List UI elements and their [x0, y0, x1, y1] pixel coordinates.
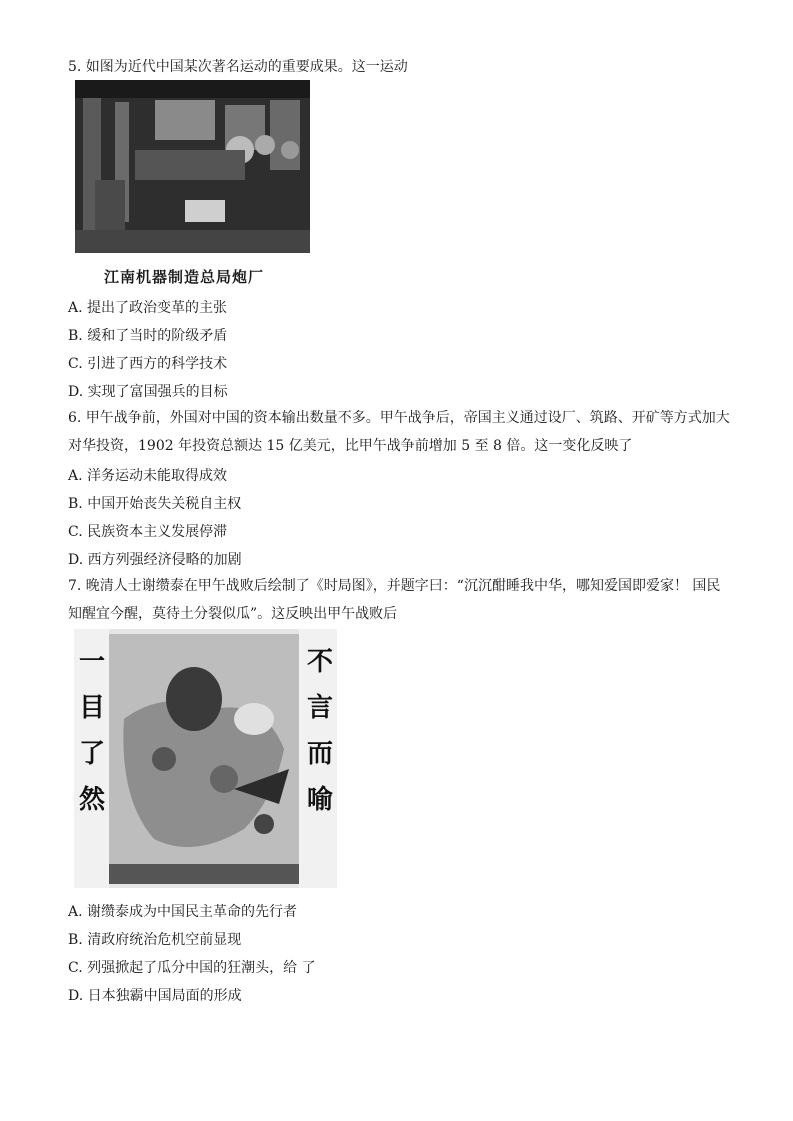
cartoon-right-caption: 不 言 而 喻 — [306, 647, 333, 815]
q5-option-c[interactable]: C. 引进了西方的科学技术 — [68, 356, 228, 372]
q7-option-c[interactable]: C. 列强掀起了瓜分中国的狂潮头，给 了 — [68, 960, 316, 976]
q5-stem: 5. 如图为近代中国某次著名运动的重要成果。这一运动 — [68, 59, 408, 75]
q6-option-d[interactable]: D. 西方列强经济侵略的加剧 — [68, 552, 242, 568]
cartoon-map-image — [74, 629, 337, 888]
shiju-tu-cartoon — [74, 629, 337, 888]
cartoon-left-caption: 一 目 了 然 — [78, 647, 105, 815]
q5-option-a[interactable]: A. 提出了政治变革的主张 — [68, 300, 228, 316]
q5-option-b[interactable]: B. 缓和了当时的阶级矛盾 — [68, 328, 228, 344]
q6-option-b[interactable]: B. 中国开始丧失关税自主权 — [68, 496, 242, 512]
factory-photo — [75, 80, 310, 253]
q7-option-d[interactable]: D. 日本独霸中国局面的形成 — [68, 988, 242, 1004]
q6-option-c[interactable]: C. 民族资本主义发展停滞 — [68, 524, 228, 540]
q7-stem: 7. 晚清人士谢缵泰在甲午战败后绘制了《时局图》，并题字曰：“沉沉酣睡我中华，哪知爱国即爱家！ 国民知醒宜今醒，莫待土分裂似瓜”。这反映出甲午战败后 — [68, 578, 721, 622]
q7-option-b[interactable]: B. 清政府统治危机空前显现 — [68, 932, 242, 948]
photo-caption: 江南机器制造总局炮厂 — [104, 268, 265, 286]
factory-photo-image — [75, 80, 310, 253]
q5-option-d[interactable]: D. 实现了富国强兵的目标 — [68, 384, 228, 400]
q7-option-a[interactable]: A. 谢缵泰成为中国民主革命的先行者 — [68, 904, 298, 920]
q6-stem: 6. 甲午战争前，外国对中国的资本输出数量不多。甲午战争后，帝国主义通过设厂、筑路、开矿等方式加大对华投资，1902 年投资总额达 15 亿美元，比甲午战争前增加 5 至 8 倍。这一变化反映了 — [68, 410, 730, 454]
q6-option-a[interactable]: A. 洋务运动未能取得成效 — [68, 468, 228, 484]
